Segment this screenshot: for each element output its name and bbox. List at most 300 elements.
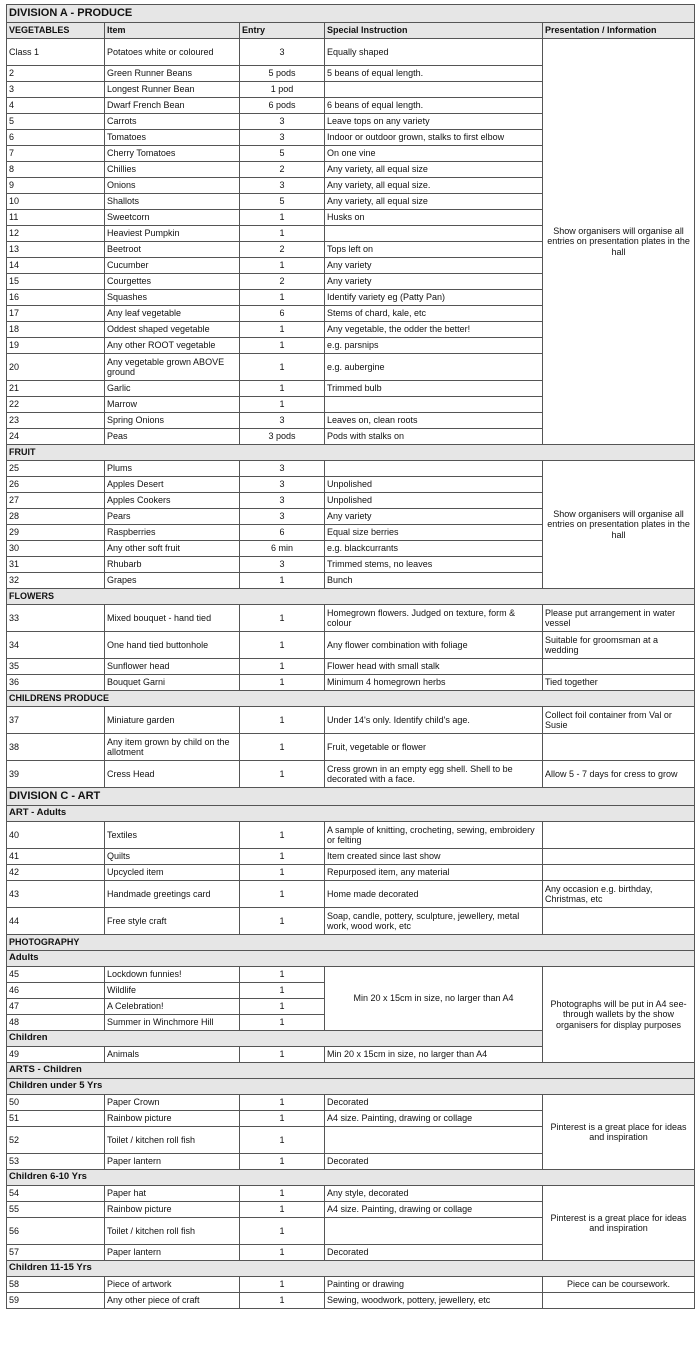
entry-quantity: 3 (240, 461, 325, 477)
entry-quantity: 1 (240, 1186, 325, 1202)
item-name: Oddest shaped vegetable (105, 322, 240, 338)
special-instruction: Home made decorated (325, 881, 543, 908)
special-instruction: e.g. blackcurrants (325, 541, 543, 557)
class-number: 14 (7, 258, 105, 274)
presentation-info: Show organisers will organise all entries on presentation plates in the hall (543, 461, 695, 589)
class-number: 36 (7, 675, 105, 691)
item-name: Squashes (105, 290, 240, 306)
table-row (7, 659, 695, 675)
class-number: 37 (7, 707, 105, 734)
item-name: Carrots (105, 114, 240, 130)
section-header (7, 1261, 695, 1277)
entry-quantity: 1 (240, 322, 325, 338)
section-title: FRUIT (7, 445, 695, 461)
section-header (7, 1170, 695, 1186)
special-instruction: Decorated (325, 1245, 543, 1261)
class-number: 44 (7, 908, 105, 935)
item-name: Spring Onions (105, 413, 240, 429)
special-instruction: Sewing, woodwork, pottery, jewellery, etc (325, 1293, 543, 1309)
class-number: 34 (7, 632, 105, 659)
special-instruction: Any style, decorated (325, 1186, 543, 1202)
item-name: Beetroot (105, 242, 240, 258)
section-header (7, 788, 695, 806)
special-instruction (325, 1127, 543, 1154)
class-number: 21 (7, 381, 105, 397)
class-number: 50 (7, 1095, 105, 1111)
class-number: 8 (7, 162, 105, 178)
entry-quantity: 1 (240, 1293, 325, 1309)
item-name: Cress Head (105, 761, 240, 788)
item-name: Pears (105, 509, 240, 525)
class-number: 41 (7, 849, 105, 865)
special-instruction: Under 14's only. Identify child's age. (325, 707, 543, 734)
entry-quantity: 3 (240, 39, 325, 66)
section-title: CHILDRENS PRODUCE (7, 691, 695, 707)
item-name: Longest Runner Bean (105, 82, 240, 98)
section-header (7, 589, 695, 605)
special-instruction: Fruit, vegetable or flower (325, 734, 543, 761)
entry-quantity: 6 (240, 306, 325, 322)
item-name: Tomatoes (105, 130, 240, 146)
class-number: 51 (7, 1111, 105, 1127)
item-name: Toilet / kitchen roll fish (105, 1218, 240, 1245)
table-row (7, 1277, 695, 1293)
class-number: 53 (7, 1154, 105, 1170)
entry-quantity: 1 (240, 849, 325, 865)
special-instruction: Leaves on, clean roots (325, 413, 543, 429)
class-number: 28 (7, 509, 105, 525)
section-header (7, 445, 695, 461)
entry-quantity: 1 (240, 605, 325, 632)
item-name: Shallots (105, 194, 240, 210)
item-name: Paper hat (105, 1186, 240, 1202)
entry-quantity: 3 (240, 493, 325, 509)
table-row (7, 761, 695, 788)
section-title: PHOTOGRAPHY (7, 935, 695, 951)
item-name: Apples Cookers (105, 493, 240, 509)
class-number: 49 (7, 1047, 105, 1063)
item-name: Raspberries (105, 525, 240, 541)
entry-quantity: 1 (240, 659, 325, 675)
class-number: 24 (7, 429, 105, 445)
table-row (7, 632, 695, 659)
presentation-info (543, 734, 695, 761)
section-header (7, 691, 695, 707)
entry-quantity: 1 (240, 1218, 325, 1245)
class-number: 2 (7, 66, 105, 82)
class-number: 22 (7, 397, 105, 413)
section-title: ART - Adults (7, 806, 695, 822)
section-title: Children under 5 Yrs (7, 1079, 695, 1095)
class-number: 39 (7, 761, 105, 788)
special-instruction: On one vine (325, 146, 543, 162)
special-instruction: e.g. aubergine (325, 354, 543, 381)
special-instruction (325, 397, 543, 413)
presentation-info: Please put arrangement in water vessel (543, 605, 695, 632)
entry-quantity: 1 (240, 397, 325, 413)
entry-quantity: 1 (240, 1245, 325, 1261)
item-name: Any other piece of craft (105, 1293, 240, 1309)
entry-quantity: 6 min (240, 541, 325, 557)
item-name: Miniature garden (105, 707, 240, 734)
entry-quantity: 1 (240, 761, 325, 788)
special-instruction: Tops left on (325, 242, 543, 258)
presentation-info (543, 1293, 695, 1309)
class-number: 23 (7, 413, 105, 429)
class-number: 15 (7, 274, 105, 290)
presentation-info: Any occasion e.g. birthday, Christmas, etc (543, 881, 695, 908)
item-name: Sunflower head (105, 659, 240, 675)
item-name: Free style craft (105, 908, 240, 935)
presentation-info: Photographs will be put in A4 see-through wallets by the show organisers for display purposes (543, 967, 695, 1063)
item-name: Rainbow picture (105, 1202, 240, 1218)
class-number: 18 (7, 322, 105, 338)
class-number: 9 (7, 178, 105, 194)
entry-quantity: 2 (240, 162, 325, 178)
item-name: Apples Desert (105, 477, 240, 493)
item-name: Any other ROOT vegetable (105, 338, 240, 354)
special-instruction: Minimum 4 homegrown herbs (325, 675, 543, 691)
class-number: 27 (7, 493, 105, 509)
special-instruction: A sample of knitting, crocheting, sewing, embroidery or felting (325, 822, 543, 849)
special-instruction: Equally shaped (325, 39, 543, 66)
entry-quantity: 1 (240, 822, 325, 849)
special-instruction: Any vegetable, the odder the better! (325, 322, 543, 338)
entry-quantity: 2 (240, 242, 325, 258)
entry-quantity: 1 (240, 1154, 325, 1170)
class-number: 43 (7, 881, 105, 908)
special-instruction: Item created since last show (325, 849, 543, 865)
table-row (7, 461, 695, 477)
special-instruction: e.g. parsnips (325, 338, 543, 354)
presentation-info (543, 865, 695, 881)
column-header-row (7, 23, 695, 39)
entry-quantity: 1 (240, 258, 325, 274)
item-name: Rainbow picture (105, 1111, 240, 1127)
presentation-info: Allow 5 - 7 days for cress to grow (543, 761, 695, 788)
entry-quantity: 6 pods (240, 98, 325, 114)
item-name: Marrow (105, 397, 240, 413)
item-name: Mixed bouquet - hand tied (105, 605, 240, 632)
section-header (7, 5, 695, 23)
item-name: Any other soft fruit (105, 541, 240, 557)
class-number: 40 (7, 822, 105, 849)
table-row (7, 967, 695, 983)
entry-quantity: 1 (240, 210, 325, 226)
class-number: 59 (7, 1293, 105, 1309)
item-name: Cucumber (105, 258, 240, 274)
special-instruction: Pods with stalks on (325, 429, 543, 445)
table-row (7, 908, 695, 935)
table-row (7, 822, 695, 849)
item-name: Paper Crown (105, 1095, 240, 1111)
special-instruction: 6 beans of equal length. (325, 98, 543, 114)
item-name: Wildlife (105, 983, 240, 999)
item-name: Quilts (105, 849, 240, 865)
column-header: VEGETABLES (7, 23, 105, 39)
table-row (7, 39, 695, 66)
section-header (7, 951, 695, 967)
class-number: 5 (7, 114, 105, 130)
presentation-info: Collect foil container from Val or Susie (543, 707, 695, 734)
column-header: Special Instruction (325, 23, 543, 39)
class-number: 54 (7, 1186, 105, 1202)
class-number: Class 1 (7, 39, 105, 66)
special-instruction: Any variety (325, 258, 543, 274)
show-schedule-table (6, 4, 695, 1309)
table-row (7, 1095, 695, 1111)
class-number: 20 (7, 354, 105, 381)
class-number: 33 (7, 605, 105, 632)
entry-quantity: 3 (240, 557, 325, 573)
item-name: Piece of artwork (105, 1277, 240, 1293)
item-name: Plums (105, 461, 240, 477)
special-instruction: Any flower combination with foliage (325, 632, 543, 659)
item-name: Heaviest Pumpkin (105, 226, 240, 242)
entry-quantity: 6 (240, 525, 325, 541)
table-row (7, 675, 695, 691)
class-number: 47 (7, 999, 105, 1015)
special-instruction (325, 461, 543, 477)
entry-quantity: 1 (240, 707, 325, 734)
class-number: 55 (7, 1202, 105, 1218)
item-name: Green Runner Beans (105, 66, 240, 82)
presentation-info: Pinterest is a great place for ideas and inspiration (543, 1095, 695, 1170)
item-name: Animals (105, 1047, 240, 1063)
section-header (7, 935, 695, 951)
special-instruction: Unpolished (325, 493, 543, 509)
column-header: Item (105, 23, 240, 39)
table-row (7, 881, 695, 908)
item-name: One hand tied buttonhole (105, 632, 240, 659)
item-name: Any vegetable grown ABOVE ground (105, 354, 240, 381)
class-number: 30 (7, 541, 105, 557)
entry-quantity: 1 (240, 967, 325, 983)
presentation-info (543, 659, 695, 675)
item-name: Summer in Winchmore Hill (105, 1015, 240, 1031)
class-number: 17 (7, 306, 105, 322)
item-name: Paper lantern (105, 1154, 240, 1170)
entry-quantity: 1 (240, 865, 325, 881)
presentation-info: Piece can be coursework. (543, 1277, 695, 1293)
presentation-info (543, 908, 695, 935)
class-number: 12 (7, 226, 105, 242)
entry-quantity: 3 pods (240, 429, 325, 445)
entry-quantity: 1 (240, 226, 325, 242)
class-number: 52 (7, 1127, 105, 1154)
special-instruction: Any variety, all equal size (325, 194, 543, 210)
special-instruction (325, 226, 543, 242)
presentation-info: Pinterest is a great place for ideas and inspiration (543, 1186, 695, 1261)
entry-quantity: 3 (240, 413, 325, 429)
presentation-info: Suitable for groomsman at a wedding (543, 632, 695, 659)
special-instruction: Painting or drawing (325, 1277, 543, 1293)
special-instruction: Unpolished (325, 477, 543, 493)
section-header (7, 1079, 695, 1095)
section-title: ARTS - Children (7, 1063, 695, 1079)
class-number: 19 (7, 338, 105, 354)
section-title: FLOWERS (7, 589, 695, 605)
entry-quantity: 1 (240, 908, 325, 935)
item-name: Textiles (105, 822, 240, 849)
item-name: Sweetcorn (105, 210, 240, 226)
item-name: Bouquet Garni (105, 675, 240, 691)
class-number: 46 (7, 983, 105, 999)
special-instruction: 5 beans of equal length. (325, 66, 543, 82)
special-instruction: Any variety (325, 509, 543, 525)
special-instruction: Decorated (325, 1154, 543, 1170)
entry-quantity: 1 (240, 1095, 325, 1111)
class-number: 16 (7, 290, 105, 306)
presentation-info: Show organisers will organise all entries on presentation plates in the hall (543, 39, 695, 445)
section-header (7, 1063, 695, 1079)
item-name: Upcycled item (105, 865, 240, 881)
special-instruction: Leave tops on any variety (325, 114, 543, 130)
special-instruction: Indoor or outdoor grown, stalks to first elbow (325, 130, 543, 146)
class-number: 45 (7, 967, 105, 983)
entry-quantity: 5 pods (240, 66, 325, 82)
entry-quantity: 1 (240, 1047, 325, 1063)
entry-quantity: 3 (240, 130, 325, 146)
class-number: 6 (7, 130, 105, 146)
class-number: 48 (7, 1015, 105, 1031)
item-name: Rhubarb (105, 557, 240, 573)
item-name: Cherry Tomatoes (105, 146, 240, 162)
special-instruction: Decorated (325, 1095, 543, 1111)
item-name: Garlic (105, 381, 240, 397)
special-instruction: Homegrown flowers. Judged on texture, form & colour (325, 605, 543, 632)
entry-quantity: 1 (240, 1111, 325, 1127)
item-name: Grapes (105, 573, 240, 589)
table-row (7, 707, 695, 734)
class-number: 13 (7, 242, 105, 258)
class-number: 32 (7, 573, 105, 589)
class-number: 38 (7, 734, 105, 761)
entry-quantity: 1 (240, 734, 325, 761)
special-instruction: Husks on (325, 210, 543, 226)
class-number: 56 (7, 1218, 105, 1245)
entry-quantity: 1 pod (240, 82, 325, 98)
entry-quantity: 1 (240, 338, 325, 354)
class-number: 10 (7, 194, 105, 210)
entry-quantity: 1 (240, 573, 325, 589)
special-instruction: A4 size. Painting, drawing or collage (325, 1111, 543, 1127)
special-instruction: Trimmed bulb (325, 381, 543, 397)
special-instruction: Identify variety eg (Patty Pan) (325, 290, 543, 306)
item-name: Any item grown by child on the allotment (105, 734, 240, 761)
table-row (7, 865, 695, 881)
item-name: Toilet / kitchen roll fish (105, 1127, 240, 1154)
special-instruction (325, 82, 543, 98)
entry-quantity: 5 (240, 194, 325, 210)
special-instruction: Any variety, all equal size. (325, 178, 543, 194)
item-name: Potatoes white or coloured (105, 39, 240, 66)
item-name: Onions (105, 178, 240, 194)
entry-quantity: 1 (240, 1015, 325, 1031)
section-title: Children (7, 1031, 543, 1047)
entry-quantity: 1 (240, 1277, 325, 1293)
class-number: 31 (7, 557, 105, 573)
table-row (7, 849, 695, 865)
class-number: 4 (7, 98, 105, 114)
item-name: Peas (105, 429, 240, 445)
entry-quantity: 1 (240, 1127, 325, 1154)
class-number: 58 (7, 1277, 105, 1293)
special-instruction: Repurposed item, any material (325, 865, 543, 881)
table-row (7, 1293, 695, 1309)
table-row (7, 605, 695, 632)
entry-quantity: 1 (240, 632, 325, 659)
section-header (7, 806, 695, 822)
entry-quantity: 3 (240, 114, 325, 130)
class-number: 3 (7, 82, 105, 98)
division-title: DIVISION C - ART (7, 788, 695, 806)
item-name: Lockdown funnies! (105, 967, 240, 983)
special-instruction: Any variety, all equal size (325, 162, 543, 178)
special-instruction (325, 1218, 543, 1245)
section-title: Children 6-10 Yrs (7, 1170, 695, 1186)
section-title: Adults (7, 951, 695, 967)
special-instruction: Min 20 x 15cm in size, no larger than A4 (325, 1047, 543, 1063)
item-name: Chillies (105, 162, 240, 178)
entry-quantity: 5 (240, 146, 325, 162)
special-instruction: A4 size. Painting, drawing or collage (325, 1202, 543, 1218)
item-name: Paper lantern (105, 1245, 240, 1261)
class-number: 7 (7, 146, 105, 162)
special-instruction: Stems of chard, kale, etc (325, 306, 543, 322)
class-number: 35 (7, 659, 105, 675)
item-name: A Celebration! (105, 999, 240, 1015)
item-name: Any leaf vegetable (105, 306, 240, 322)
item-name: Courgettes (105, 274, 240, 290)
entry-quantity: 1 (240, 881, 325, 908)
division-title: DIVISION A - PRODUCE (7, 5, 695, 23)
entry-quantity: 1 (240, 290, 325, 306)
special-instruction: Equal size berries (325, 525, 543, 541)
item-name: Handmade greetings card (105, 881, 240, 908)
entry-quantity: 1 (240, 999, 325, 1015)
column-header: Presentation / Information (543, 23, 695, 39)
class-number: 11 (7, 210, 105, 226)
entry-quantity: 1 (240, 354, 325, 381)
section-title: Children 11-15 Yrs (7, 1261, 695, 1277)
special-instruction: Soap, candle, pottery, sculpture, jewellery, metal work, wood work, etc (325, 908, 543, 935)
column-header: Entry (240, 23, 325, 39)
special-instruction: Trimmed stems, no leaves (325, 557, 543, 573)
class-number: 42 (7, 865, 105, 881)
presentation-info (543, 849, 695, 865)
entry-quantity: 2 (240, 274, 325, 290)
table-row (7, 1186, 695, 1202)
entry-quantity: 1 (240, 983, 325, 999)
special-instruction: Bunch (325, 573, 543, 589)
entry-quantity: 1 (240, 381, 325, 397)
entry-quantity: 3 (240, 477, 325, 493)
special-instruction: Cress grown in an empty egg shell. Shell to be decorated with a face. (325, 761, 543, 788)
special-instruction: Min 20 x 15cm in size, no larger than A4 (325, 967, 543, 1031)
item-name: Dwarf French Bean (105, 98, 240, 114)
class-number: 57 (7, 1245, 105, 1261)
presentation-info (543, 822, 695, 849)
class-number: 29 (7, 525, 105, 541)
entry-quantity: 1 (240, 1202, 325, 1218)
table-row (7, 734, 695, 761)
class-number: 25 (7, 461, 105, 477)
entry-quantity: 3 (240, 178, 325, 194)
special-instruction: Any variety (325, 274, 543, 290)
schedule-body (7, 5, 695, 1309)
entry-quantity: 3 (240, 509, 325, 525)
